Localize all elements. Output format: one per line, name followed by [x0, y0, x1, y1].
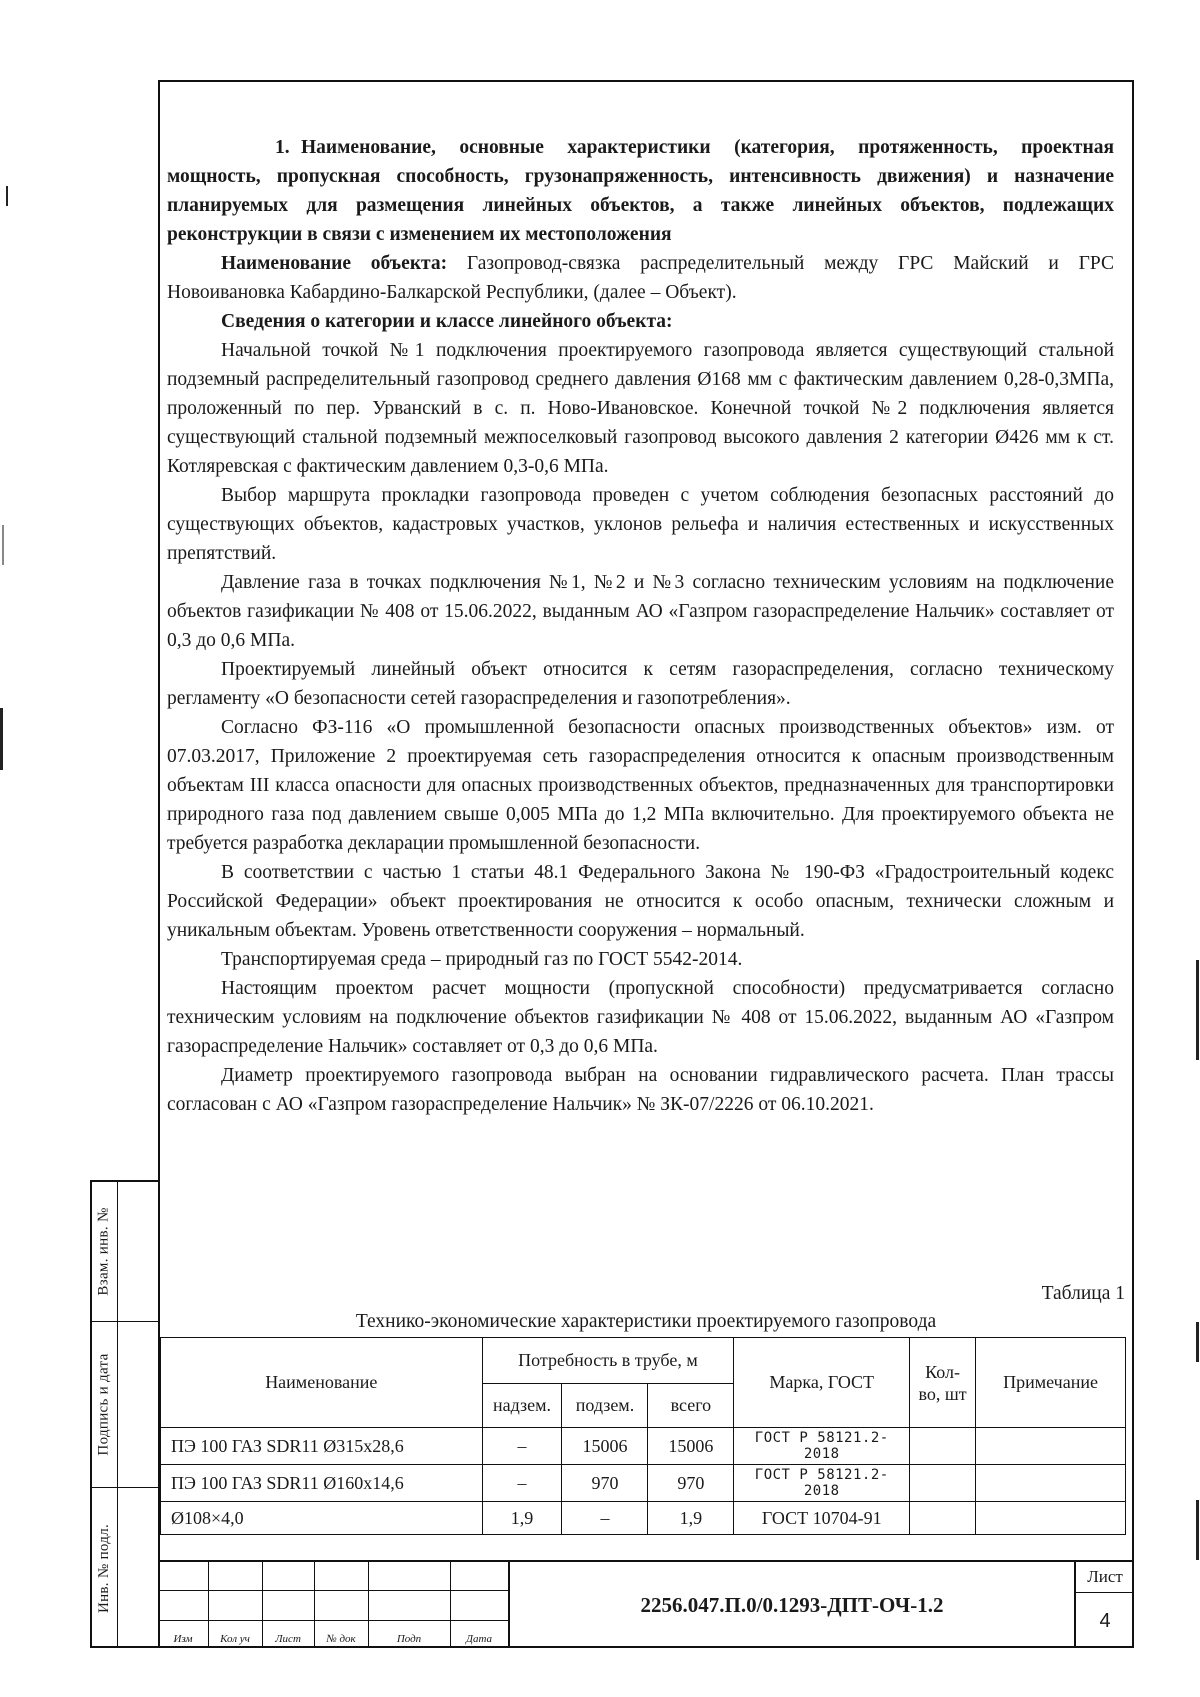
- stamp-col-data: Дата: [465, 1633, 493, 1645]
- cell-above: –: [482, 1428, 562, 1465]
- header-note: Примечание: [976, 1338, 1126, 1428]
- cell-total: 970: [648, 1465, 734, 1502]
- stamp-col-koluch: Кол уч: [220, 1633, 250, 1645]
- scan-mark: [6, 186, 8, 206]
- cell-name: ПЭ 100 ГАЗ SDR11 Ø315x28,6: [161, 1428, 483, 1465]
- cell-mark: ГОСТ Р 58121.2-2018: [734, 1465, 910, 1502]
- scan-mark: [1196, 960, 1199, 1060]
- cell-total: 15006: [648, 1428, 734, 1465]
- paragraph: Начальной точкой №1 подключения проектируемого газопровода является существующий стальной подземный распределительный газопровод среднего давления Ø168 мм с фактическим давлением 0,28-0,3МПа, проложенный по пер. Урванский в с. п. Ново-Ивановское. Конечной точкой №2 подключения является существующий стальной подземный межпоселковый газопровод высокого давления 2 категории Ø426 мм к ст. Котляревская с фактическим давлением 0,3-0,6 МПа.: [167, 340, 1114, 477]
- object-label: Наименование объекта:: [221, 253, 448, 274]
- stamp-col-podp: Подп: [396, 1633, 422, 1645]
- paragraph: В соответствии с частью 1 статьи 48.1 Федерального Закона № 190-ФЗ «Градостроительный кодекс Российской Федерации» объект проектирования не относится к особо опасным, технически сложным и уникальным объектам. Уровень ответственности сооружения – нормальный.: [167, 862, 1114, 941]
- cell-total: 1,9: [648, 1502, 734, 1535]
- stamp-col-izm: Изм: [173, 1633, 193, 1645]
- section-number: 1.: [275, 137, 290, 158]
- revision-grid: [158, 1560, 508, 1648]
- title-block: [158, 1560, 1134, 1648]
- document-code: 2256.047.П.0/0.1293-ДПТ-ОЧ-1.2: [508, 1560, 1074, 1648]
- section-heading: [167, 133, 1114, 249]
- sheet-number: 4: [1099, 1610, 1111, 1632]
- cell-qty: [910, 1502, 976, 1535]
- tech-econ-table: [160, 1337, 1126, 1535]
- header-name: Наименование: [161, 1338, 483, 1428]
- scan-mark: [2, 525, 4, 565]
- scan-mark: [1196, 1322, 1199, 1362]
- cell-above: –: [482, 1465, 562, 1502]
- paragraph: Транспортируемая среда – природный газ по ГОСТ 5542-2014.: [221, 949, 743, 970]
- table-row: [161, 1502, 1126, 1535]
- paragraph: Проектируемый линейный объект относится к сетям газораспределения, согласно техническому регламенту «О безопасности сетей газораспределения и газопотребления».: [167, 659, 1114, 709]
- paragraph: Давление газа в точках подключения №1, №2 и №3 согласно техническим условиям на подключение объектов газификации № 408 от 15.06.2022, выданным АО «Газпром газораспределение Нальчик» составляет от 0,3 до 0,6 МПа.: [167, 572, 1114, 651]
- cell-qty: [910, 1465, 976, 1502]
- paragraph: Диаметр проектируемого газопровода выбран на основании гидравлического расчета. План трассы согласован с АО «Газпром газораспределение Нальчик» № ЗК-07/2226 от 06.10.2021.: [167, 1065, 1114, 1115]
- cell-note: [976, 1465, 1126, 1502]
- side-label-podpis: Подпись и дата: [96, 1353, 112, 1456]
- cell-under: –: [562, 1502, 648, 1535]
- cell-above: 1,9: [482, 1502, 562, 1535]
- header-above: надзем.: [482, 1384, 562, 1428]
- paragraph: Согласно ФЗ-116 «О промышленной безопасности опасных производственных объектов» изм. от 07.03.2017, Приложение 2 проектируемая сеть газораспределения относится к опасным производственным объектам III класса опасности для опасных производственных объектов, предназначенных для транспортировки природного газа под давлением свыше 0,005 МПа до 1,2 МПа включительно. Для проектируемого объекта не требуется разработка декларации промышленной безопасности.: [167, 717, 1114, 854]
- object-paragraph: [167, 249, 1114, 307]
- header-mark: Марка, ГОСТ: [734, 1338, 910, 1428]
- document-body: [167, 133, 1114, 1119]
- sheet-box: [1074, 1560, 1134, 1648]
- side-cell-podpis: [92, 1322, 158, 1488]
- stamp-col-list: Лист: [275, 1633, 301, 1645]
- table-title: Технико-экономические характеристики проектируемого газопровода: [355, 1311, 937, 1332]
- section-heading-text: Наименование, основные характеристики (категория, протяженность, проектная мощность, пропускная способность, грузонапряженность, интенсивность движения) и назначение планируемых для размещения линейных объектов, а также линейных объектов, подлежащих реконструкции в связи с изменением их местоположения: [167, 137, 1114, 245]
- side-label-inv: Инв. № подл.: [96, 1523, 113, 1613]
- sheet-label: Лист: [1076, 1562, 1134, 1593]
- cell-note: [976, 1428, 1126, 1465]
- header-qty: Кол-во, шт: [910, 1338, 976, 1428]
- table-label: Таблица 1: [1041, 1283, 1125, 1304]
- table-row: [161, 1428, 1126, 1465]
- cell-mark: ГОСТ Р 58121.2-2018: [734, 1428, 910, 1465]
- cell-under: 15006: [562, 1428, 648, 1465]
- cell-name: ПЭ 100 ГАЗ SDR11 Ø160x14,6: [161, 1465, 483, 1502]
- paragraph: Настоящим проектом расчет мощности (пропускной способности) предусматривается согласно техническим условиям на подключение объектов газификации № 408 от 15.06.2022, выданным АО «Газпром газораспределение Нальчик» составляет от 0,3 до 0,6 МПа.: [167, 978, 1114, 1057]
- scan-mark: [1196, 1500, 1199, 1560]
- side-label-vzam: Взам. инв. №: [96, 1207, 113, 1296]
- scan-mark: [0, 708, 3, 770]
- side-cell-inv: [92, 1488, 158, 1648]
- cell-mark: ГОСТ 10704-91: [734, 1502, 910, 1535]
- paragraph: Выбор маршрута прокладки газопровода проведен с учетом соблюдения безопасных расстояний до существующих объектов, кадастровых участков, уклонов рельефа и наличия естественных и искусственных препятствий.: [167, 485, 1114, 564]
- cell-note: [976, 1502, 1126, 1535]
- header-need: Потребность в трубе, м: [482, 1338, 734, 1384]
- category-heading: Сведения о категории и классе линейного объекта:: [221, 311, 673, 332]
- cell-name: Ø108×4,0: [161, 1502, 483, 1535]
- cell-under: 970: [562, 1465, 648, 1502]
- side-cell-vzam: [92, 1182, 158, 1322]
- stamp-col-ndok: № док: [326, 1633, 356, 1645]
- header-under: подзем.: [562, 1384, 648, 1428]
- object-text: Газопровод-связка распределительный между ГРС Майский и ГРС Новоивановка Кабардино-Балкарской Республики, (далее – Объект).: [167, 253, 1114, 303]
- side-stamp-strip: [90, 1180, 158, 1648]
- header-total: всего: [648, 1384, 734, 1428]
- cell-qty: [910, 1428, 976, 1465]
- table-row: [161, 1465, 1126, 1502]
